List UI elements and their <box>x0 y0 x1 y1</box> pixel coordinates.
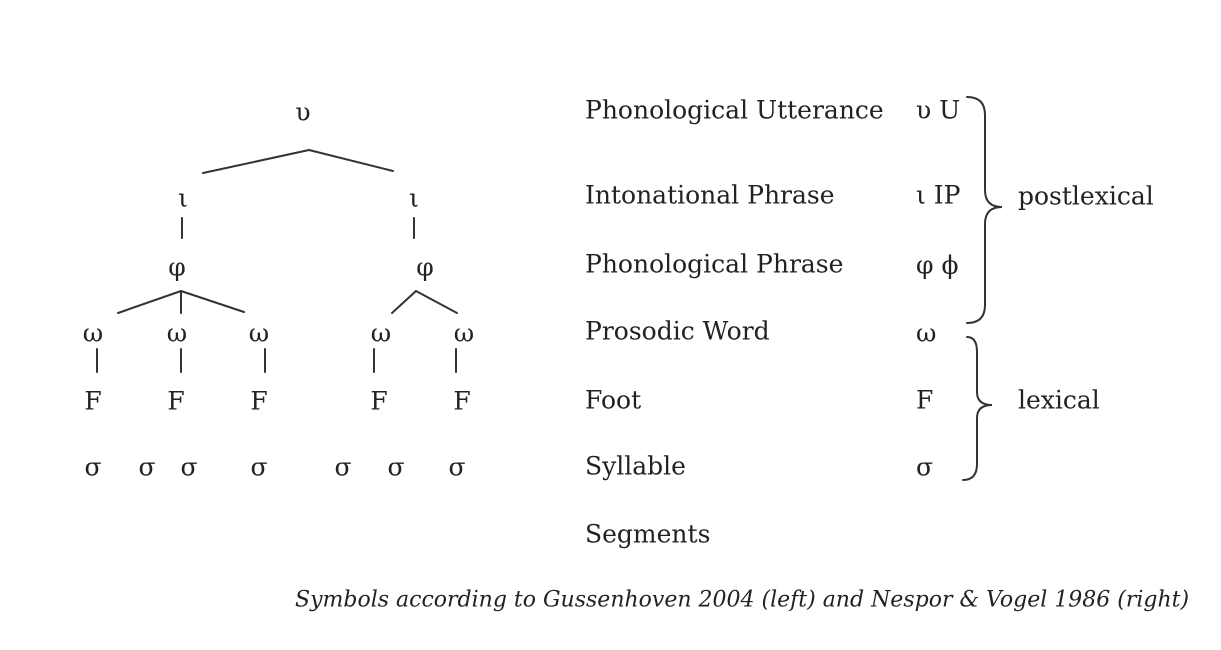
phonological-phrase-node: φ <box>416 252 434 282</box>
foot-node: F <box>370 386 388 416</box>
syllable-node: σ <box>180 452 198 482</box>
postlexical-brace <box>967 97 1002 323</box>
branch-line <box>203 150 309 173</box>
branch-line <box>416 291 457 313</box>
foot-node: F <box>453 386 471 416</box>
branch-line <box>181 291 244 312</box>
prosodic-word-node: ω <box>166 318 188 348</box>
lexical-label: lexical <box>1018 385 1100 415</box>
foot-node: F <box>84 386 102 416</box>
syllable-node: σ <box>84 452 102 482</box>
utterance-node: υ <box>295 97 311 127</box>
lexical-brace <box>963 337 992 480</box>
prosodic-word-node: ω <box>453 318 475 348</box>
syllable-node: σ <box>448 452 466 482</box>
prosodic-word-node: ω <box>82 318 104 348</box>
level-symbols: σ <box>916 452 934 482</box>
branch-line <box>392 291 416 313</box>
level-name: Phonological Utterance <box>585 95 884 125</box>
level-symbols: φ ϕ <box>916 250 959 280</box>
branch-line <box>309 150 393 171</box>
intonational-phrase-node: ι <box>178 183 188 213</box>
level-name: Foot <box>585 385 642 415</box>
level-symbols: ι IP <box>916 180 961 210</box>
syllable-node: σ <box>138 452 156 482</box>
caption: Symbols according to Gussenhoven 2004 (left) and Nespor & Vogel 1986 (right) <box>295 587 1190 613</box>
syllable-node: σ <box>387 452 405 482</box>
branch-line <box>118 291 181 313</box>
intonational-phrase-node: ι <box>409 183 419 213</box>
level-name: Intonational Phrase <box>585 180 835 210</box>
level-name: Segments <box>585 519 711 549</box>
level-symbols: υ U <box>916 95 961 125</box>
foot-node: F <box>167 386 185 416</box>
level-symbols: F <box>916 385 934 415</box>
level-name: Syllable <box>585 451 686 481</box>
phonological-phrase-node: φ <box>168 252 186 282</box>
prosodic-word-node: ω <box>248 318 270 348</box>
postlexical-label: postlexical <box>1018 181 1154 211</box>
foot-node: F <box>250 386 268 416</box>
syllable-node: σ <box>250 452 268 482</box>
level-name: Phonological Phrase <box>585 249 844 279</box>
prosodic-word-node: ω <box>370 318 392 348</box>
level-name: Prosodic Word <box>585 316 770 346</box>
syllable-node: σ <box>334 452 352 482</box>
level-symbols: ω <box>916 318 937 348</box>
